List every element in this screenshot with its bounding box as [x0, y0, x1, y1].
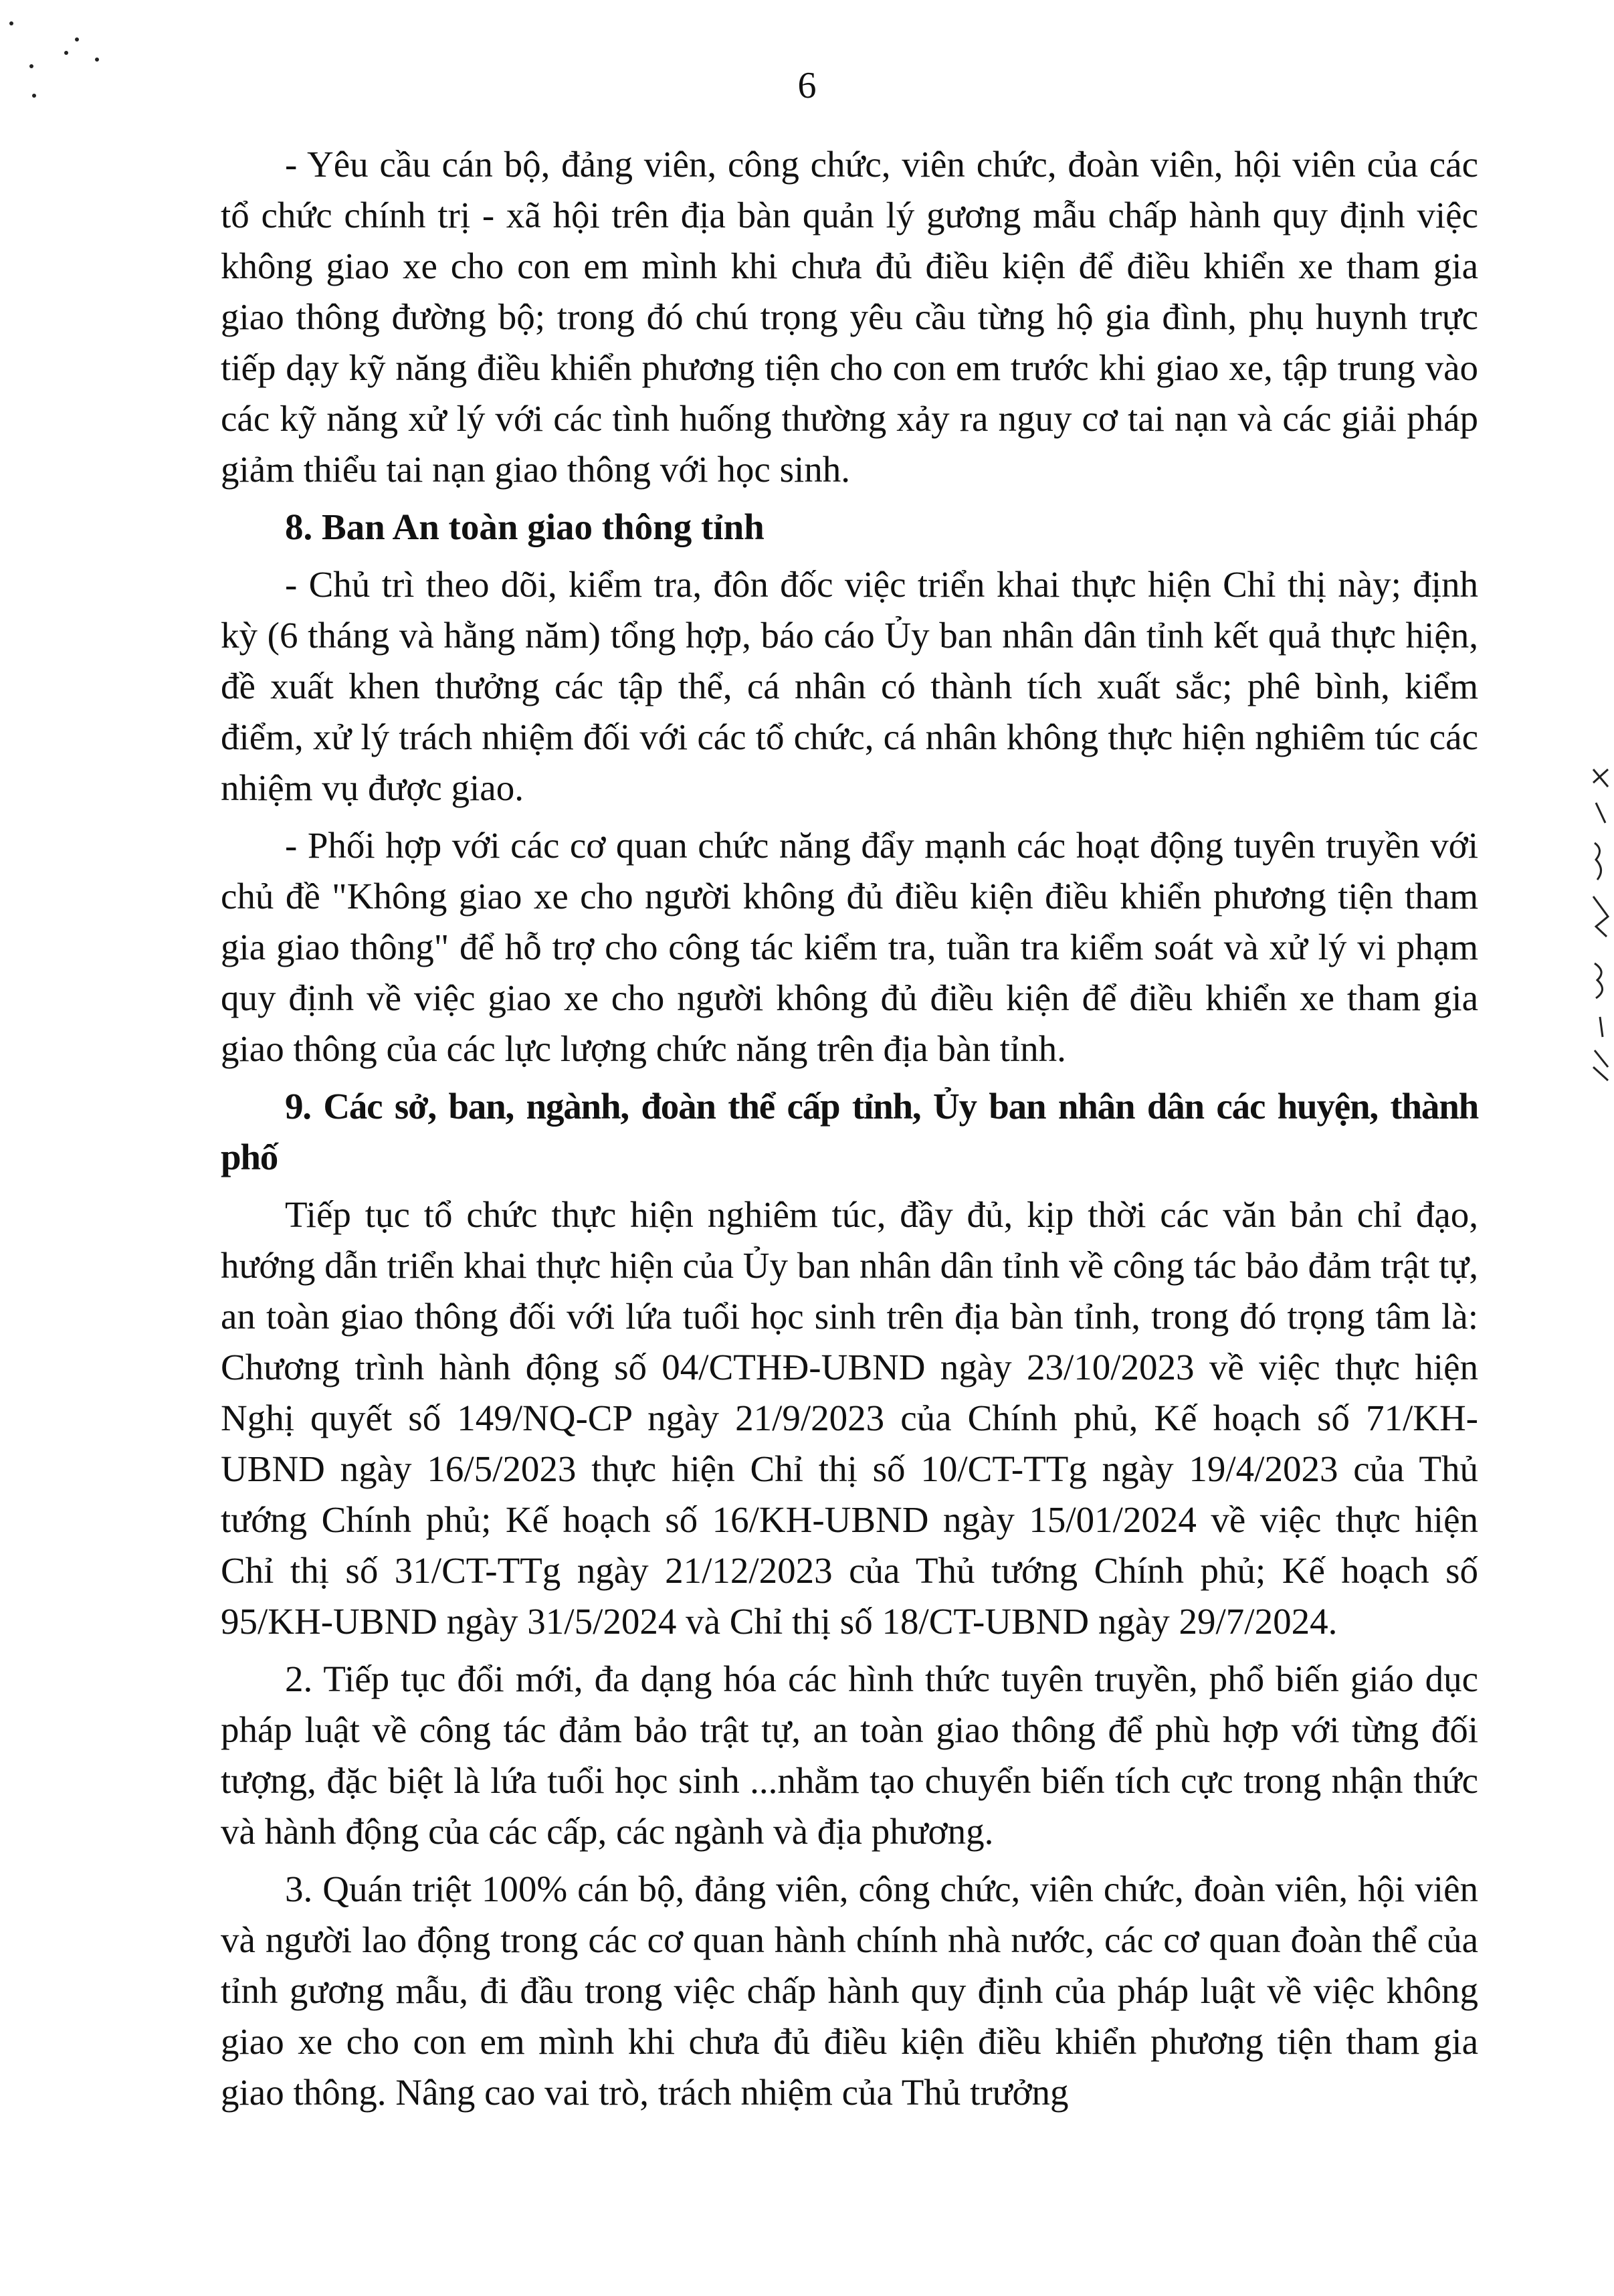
binding-stamp-mark: [1591, 763, 1611, 1084]
scan-dot: [64, 51, 68, 55]
section-heading: 9. Các sở, ban, ngành, đoàn thể cấp tỉnh, Ủy ban nhân dân các huyện, thành phố: [221, 1086, 1478, 1177]
section-heading: 8. Ban An toàn giao thông tỉnh: [285, 506, 765, 547]
page-number: 6: [797, 65, 817, 106]
document-body: [221, 139, 1478, 2125]
paragraph: 2. Tiếp tục đổi mới, đa dạng hóa các hình thức tuyên truyền, phổ biến giáo dục pháp luật về công tác đảm bảo trật tự, an toàn giao thông để phù hợp với từng đối tượng, đặc biệt là lứa tuổi học sinh ...nhằm tạo chuyển biến tích cực trong nhận thức và hành động của các cấp, các ngành và địa phương.: [221, 1658, 1478, 1852]
paragraph: - Yêu cầu cán bộ, đảng viên, công chức, viên chức, đoàn viên, hội viên của các tổ chức chính trị - xã hội trên địa bàn quản lý gương mẫu chấp hành quy định việc không giao xe cho con em mình khi chưa đủ điều kiện để điều khiển xe tham gia giao thông đường bộ; trong đó chú trọng yêu cầu từng hộ gia đình, phụ huynh trực tiếp dạy kỹ năng điều khiển phương tiện cho con em trước khi giao xe, tập trung vào các kỹ năng xử lý với các tình huống thường xảy ra nguy cơ tai nạn và các giải pháp giảm thiểu tai nạn giao thông với học sinh.: [221, 144, 1478, 490]
scan-dot: [9, 21, 13, 25]
paragraph: - Chủ trì theo dõi, kiểm tra, đôn đốc việc triển khai thực hiện Chỉ thị này; định kỳ (6 tháng và hằng năm) tổng hợp, báo cáo Ủy ban nhân dân tỉnh kết quả thực hiện, đề xuất khen thưởng các tập thể, cá nhân có thành tích xuất sắc; phê bình, kiểm điểm, xử lý trách nhiệm đối với các tổ chức, cá nhân không thực hiện nghiêm túc các nhiệm vụ được giao.: [221, 564, 1478, 808]
paragraph: - Phối hợp với các cơ quan chức năng đẩy mạnh các hoạt động tuyên truyền với chủ đề "Không giao xe cho người không đủ điều kiện điều khiển phương tiện tham gia giao thông" để hỗ trợ cho công tác kiểm tra, tuần tra kiểm soát và xử lý vi phạm quy định về việc giao xe cho người không đủ điều kiện để điều khiển xe tham gia giao thông của các lực lượng chức năng trên địa bàn tỉnh.: [221, 825, 1478, 1069]
scan-dot: [75, 37, 79, 41]
paragraph: Tiếp tục tổ chức thực hiện nghiêm túc, đầy đủ, kịp thời các văn bản chỉ đạo, hướng dẫn triển khai thực hiện của Ủy ban nhân dân tỉnh về công tác bảo đảm trật tự, an toàn giao thông đối với lứa tuổi học sinh trên địa bàn tỉnh, trong đó trọng tâm là: Chương trình hành động số 04/CTHĐ-UBND ngày 23/10/2023 về việc thực hiện Nghị quyết số 149/NQ-CP ngày 21/9/2023 của Chính phủ, Kế hoạch số 71/KH-UBND ngày 16/5/2023 thực hiện Chỉ thị số 10/CT-TTg ngày 19/4/2023 của Thủ tướng Chính phủ; Kế hoạch số 16/KH-UBND ngày 15/01/2024 về việc thực hiện Chỉ thị số 31/CT-TTg ngày 21/12/2023 của Thủ tướng Chính phủ; Kế hoạch số 95/KH-UBND ngày 31/5/2024 và Chỉ thị số 18/CT-UBND ngày 29/7/2024.: [221, 1194, 1478, 1642]
paragraph: 3. Quán triệt 100% cán bộ, đảng viên, công chức, viên chức, đoàn viên, hội viên và người lao động trong các cơ quan hành chính nhà nước, các cơ quan đoàn thể của tỉnh gương mẫu, đi đầu trong việc chấp hành quy định của pháp luật về việc không giao xe cho con em mình khi chưa đủ điều kiện điều khiển phương tiện tham gia giao thông. Nâng cao vai trò, trách nhiệm của Thủ trưởng: [221, 1869, 1478, 2113]
